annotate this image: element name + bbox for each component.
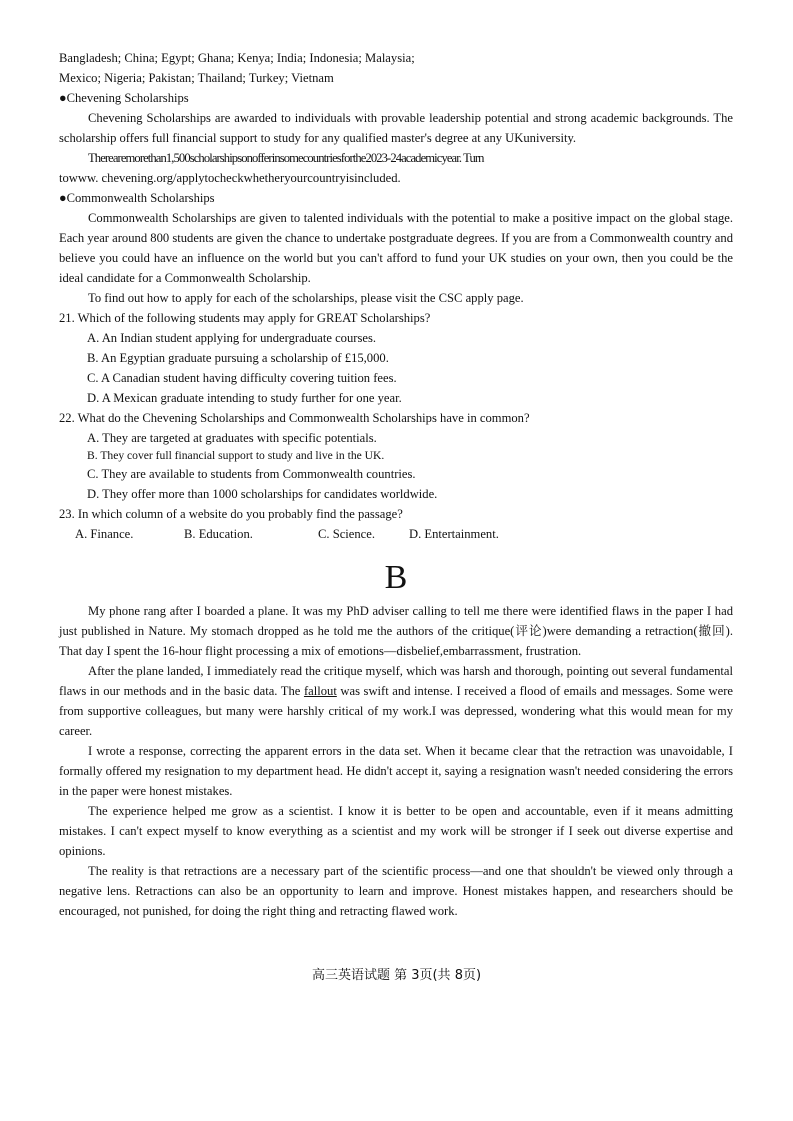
passage-b-paragraph-4: The experience helped me grow as a scientist. I know it is better to be open and accountable, even if it means admitting mistakes. I can't expect myself to know everything as a scientist and my work will be stronger if I seek out diverse expertise and opinions. bbox=[59, 804, 733, 858]
chevening-paragraph-2-line-1: Therearemorethan1,500scholarshipsonofferinsomecountriesforthe2023-24academicyear. Turn bbox=[88, 151, 484, 165]
question-21-option-d: D. A Mexican graduate intending to study further for one year. bbox=[87, 391, 402, 405]
question-22-stem: 22. What do the Chevening Scholarships and Commonwealth Scholarships have in common? bbox=[59, 411, 530, 425]
commonwealth-paragraph-1: Commonwealth Scholarships are given to talented individuals with the potential to make a positive impact on the global stage. Each year around 800 students are given the chance to undertake postgraduate degrees. If you are from a Commonwealth country and believe you could have an influence on the world but you can't afford to fund your UK studies on your own, then you could be the ideal candidate for a Commonwealth Scholarship. bbox=[59, 211, 733, 285]
passage-b-paragraph-1: My phone rang after I boarded a plane. It was my PhD adviser calling to tell me there were identified flaws in the paper I had just published in Nature. My stomach dropped as he told me the authors of the critique(评论)were demanding a retraction(撤回). That day I spent the 16-hour flight processing a mix of emotions—disbelief,embarrassment, frustration. bbox=[59, 604, 733, 658]
passage-b-paragraph-5: The reality is that retractions are a necessary part of the scientific process—and one that shouldn't be viewed only through a negative lens. Retractions can also be an opportunity to learn and improve. Honest mistakes happen, and researchers should be encouraged, not punished, for doing the right thing and retracting flawed work. bbox=[59, 864, 733, 918]
question-23-option-d: D. Entertainment. bbox=[409, 527, 499, 541]
commonwealth-heading: ●Commonwealth Scholarships bbox=[59, 191, 215, 205]
chevening-heading: ●Chevening Scholarships bbox=[59, 91, 189, 105]
question-21-option-c: C. A Canadian student having difficulty covering tuition fees. bbox=[87, 371, 397, 385]
chevening-paragraph-1: Chevening Scholarships are awarded to individuals with provable leadership potential and strong academic backgrounds. The scholarship offers full financial support to study for any qualified master's degree at any UKuniversity. bbox=[59, 111, 733, 145]
question-22-option-c: C. They are available to students from Commonwealth countries. bbox=[87, 467, 416, 481]
exam-page bbox=[59, 48, 733, 921]
question-23-option-c: C. Science. bbox=[318, 527, 376, 541]
passage-b-paragraph-2-end: was swift and intense. I received a flood of emails and messages. Some were from supportive colleagues, but many were harshly critical of my work.I was depressed, wondering what this would mean for my career. bbox=[59, 684, 733, 738]
passage-b-paragraph-2-start: After the plane landed, I immediately read the critique myself, which was harsh and thorough, pointing out several fundamental flaws in our methods and in the basic data. The bbox=[59, 664, 733, 698]
question-22-option-a: A. They are targeted at graduates with specific potentials. bbox=[87, 431, 377, 445]
passage-b-paragraph-2 bbox=[59, 661, 733, 741]
question-21-stem: 21. Which of the following students may apply for GREAT Scholarships? bbox=[59, 311, 431, 325]
country-list-line-2: Mexico; Nigeria; Pakistan; Thailand; Turkey; Vietnam bbox=[59, 71, 334, 85]
question-22-option-d: D. They offer more than 1000 scholarships for candidates worldwide. bbox=[87, 487, 438, 501]
question-23-option-a: A. Finance. bbox=[75, 527, 134, 541]
question-23-stem: 23. In which column of a website do you probably find the passage? bbox=[59, 507, 403, 521]
passage-b-paragraph-3: I wrote a response, correcting the apparent errors in the data set. When it became clear that the retraction was unavoidable, I formally offered my resignation to my department head. He didn't accept it, saying a resignation wasn't needed considering the errors in the paper were honest mistakes. bbox=[59, 744, 733, 798]
question-22-option-b: B. They cover full financial support to study and live in the UK. bbox=[87, 449, 385, 462]
page-footer: 高三英语试题 第 3页(共 8页) bbox=[311, 968, 482, 983]
question-21-option-a: A. An Indian student applying for undergraduate courses. bbox=[87, 331, 377, 345]
question-21-option-b: B. An Egyptian graduate pursuing a scholarship of £15,000. bbox=[87, 351, 389, 365]
question-23-option-b: B. Education. bbox=[184, 527, 253, 541]
question-23-options bbox=[59, 524, 733, 544]
country-list-line-1: Bangladesh; China; Egypt; Ghana; Kenya; India; Indonesia; Malaysia; bbox=[59, 51, 415, 65]
chevening-paragraph-2-line-2: towww. chevening.org/applytocheckwhetheryourcountryisincluded. bbox=[59, 171, 401, 185]
commonwealth-paragraph-2: To find out how to apply for each of the scholarships, please visit the CSC apply page. bbox=[88, 291, 524, 305]
underlined-word-fallout: fallout bbox=[303, 684, 337, 698]
passage-b-heading: B bbox=[384, 559, 408, 596]
